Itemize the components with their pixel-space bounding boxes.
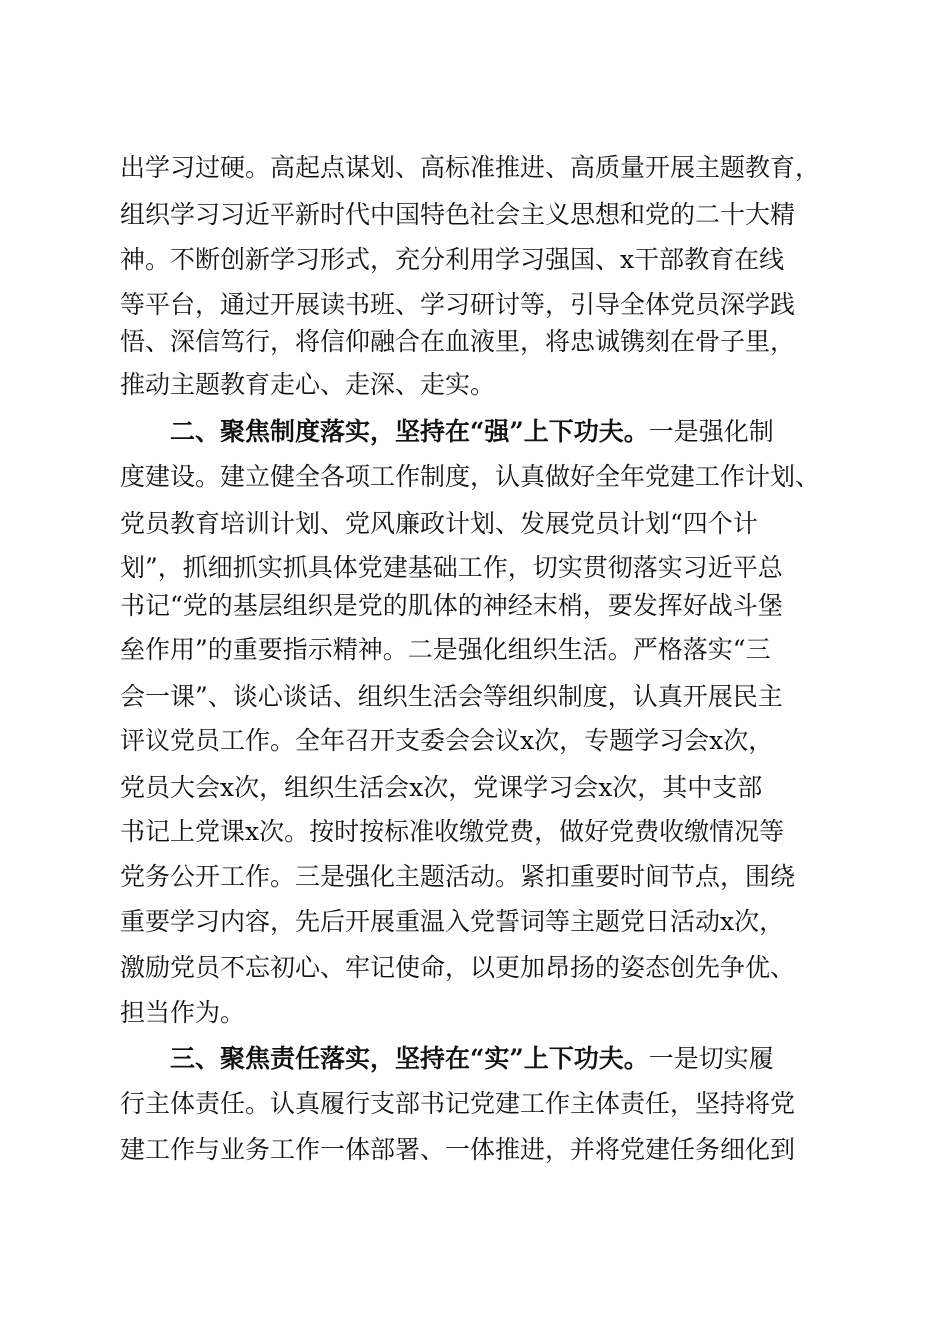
text-line: 等平台，通过开展读书班、学习研讨等，引导全体党员深学践	[120, 290, 796, 319]
text-line: 党务公开工作。三是强化主题活动。紧扣重要时间节点，围绕	[120, 862, 796, 891]
section-three-first-line	[120, 1039, 840, 1079]
text-line: 党员大会x次，组织生活会x次，党课学习会x次，其中支部	[120, 773, 763, 802]
text-line: 党员教育培训计划、党风廉政计划、发展党员计划“四个计	[120, 509, 758, 538]
text-line: 度建设。建立健全各项工作制度，认真做好全年党建工作计划、	[120, 462, 821, 491]
text-line: 担当作为。	[120, 998, 246, 1027]
text-line: 会一课”、谈心谈话、组织生活会等组织制度，认真开展民主	[120, 682, 783, 711]
text-span: 一是切实履	[648, 1044, 774, 1073]
section-heading-two: 二、聚焦制度落实，坚持在“强”上下功夫。	[170, 417, 649, 446]
text-line: 书记“党的基层组织是党的肌体的神经末梢，要发挥好战斗堡	[120, 591, 783, 620]
text-line: 推动主题教育走心、走深、走实。	[120, 370, 496, 399]
text-line: 评议党员工作。全年召开支委会会议x次，专题学习会x次，	[120, 726, 774, 755]
section-two-first-line	[120, 412, 840, 452]
text-span: 一是强化制	[648, 417, 774, 446]
section-heading-three: 三、聚焦责任落实，坚持在“实”上下功夫。	[170, 1044, 649, 1073]
text-line: 书记上党课x次。按时按标准收缴党费，做好党费收缴情况等	[120, 817, 785, 846]
text-line: 重要学习内容，先后开展重温入党誓词等主题党日活动x次，	[120, 907, 785, 936]
text-line: 悟、深信笃行，将信仰融合在血液里，将忠诚镌刻在骨子里，	[120, 327, 796, 356]
text-line: 出学习过硬。高起点谋划、高标准推进、高质量开展主题教育，	[120, 153, 821, 182]
text-line: 划”，抓细抓实抓具体党建基础工作，切实贯彻落实习近平总	[120, 553, 783, 582]
text-line: 行主体责任。认真履行支部书记党建工作主体责任，坚持将党	[120, 1089, 796, 1118]
text-line: 组织学习习近平新时代中国特色社会主义思想和党的二十大精	[120, 200, 796, 229]
text-line: 垒作用”的重要指示精神。二是强化组织生活。严格落实“三	[120, 635, 771, 664]
text-line: 建工作与业务工作一体部署、一体推进，并将党建任务细化到	[120, 1135, 796, 1164]
text-line: 神。不断创新学习形式，充分利用学习强国、x干部教育在线	[120, 245, 785, 274]
text-line: 激励党员不忘初心、牢记使命，以更加昂扬的姿态创先争优、	[120, 953, 796, 982]
